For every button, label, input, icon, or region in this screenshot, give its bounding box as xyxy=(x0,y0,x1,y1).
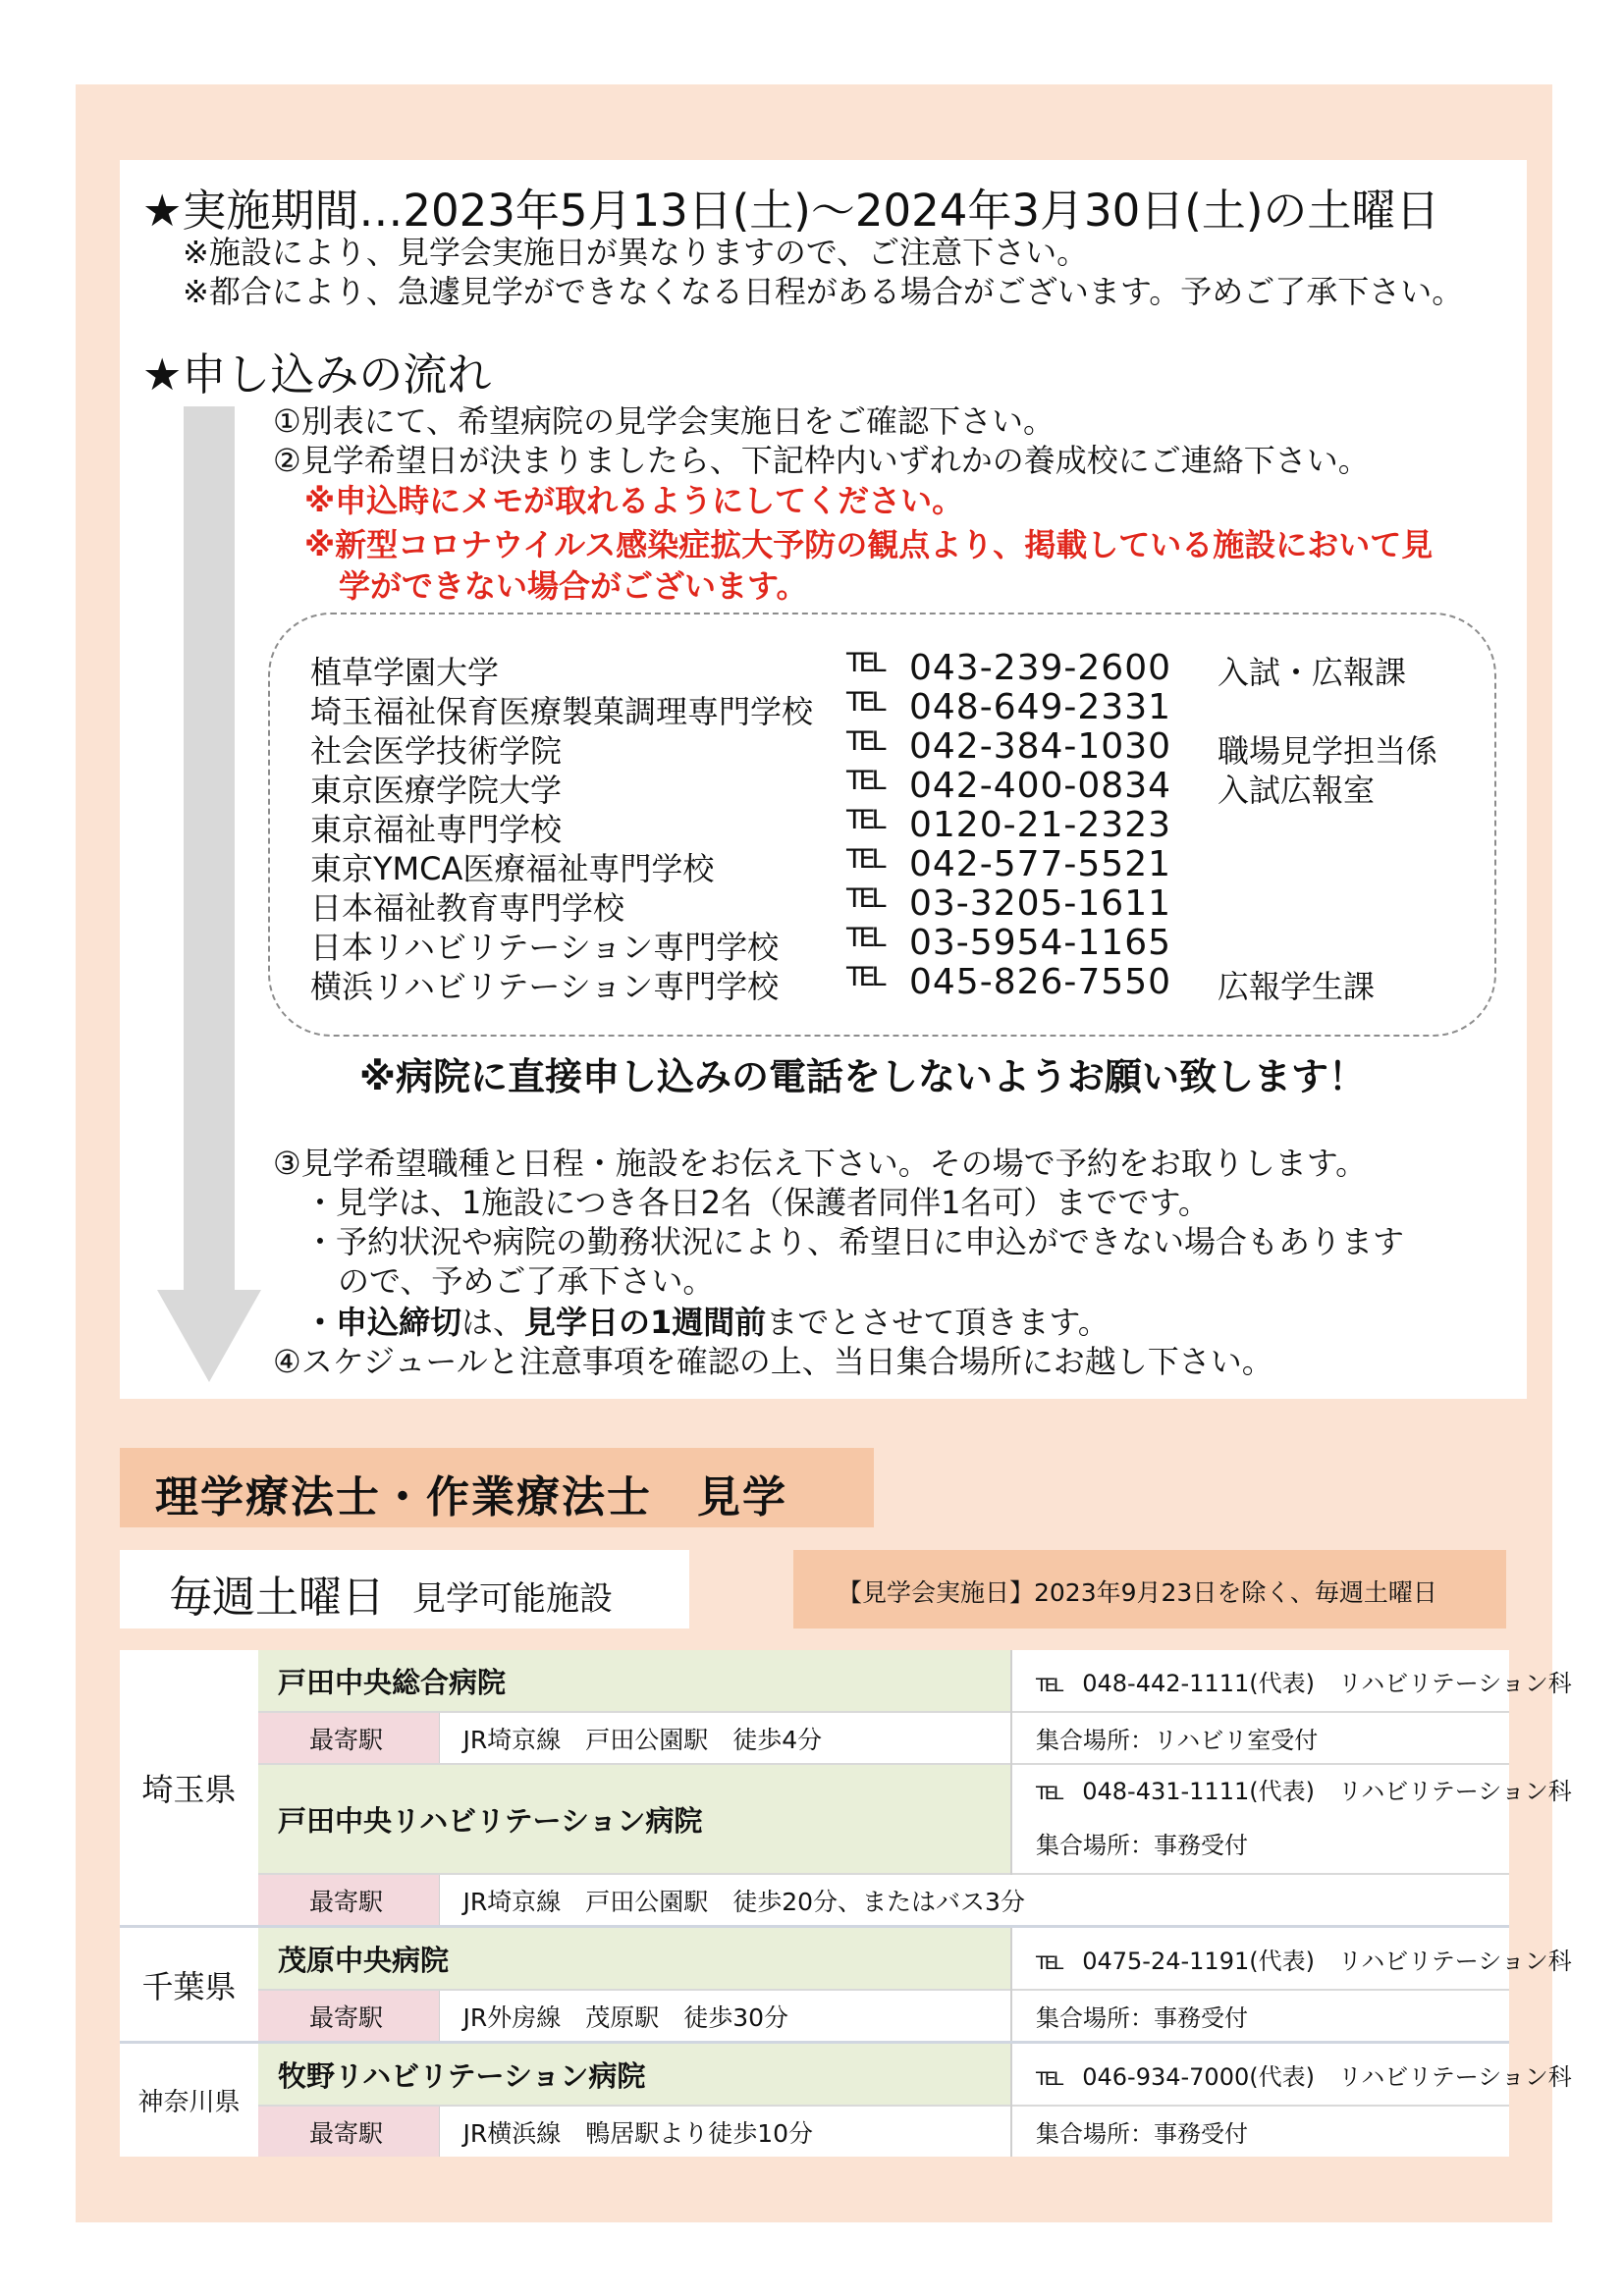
hospital-tel xyxy=(1011,1650,1572,1712)
flow-step-4: ④スケジュールと注意事項を確認の上、当日集合場所にお越し下さい。 xyxy=(273,1343,1273,1380)
table-row xyxy=(120,1650,1509,1712)
facility-table xyxy=(120,1650,1572,2157)
period-note-1: ※施設により、見学会実施日が異なりますので、ご注意下さい。 xyxy=(183,234,1089,271)
station-value: JR埼京線 戸田公園駅 徒歩20分、またはバス3分 xyxy=(439,1874,1509,1927)
contact-row xyxy=(310,726,1498,770)
section-title: 理学療法士・作業療法士 見学 xyxy=(155,1472,787,1522)
hospital-tel xyxy=(1036,1765,1572,1819)
station-label: 最寄駅 xyxy=(258,1990,439,2043)
flow-bullet-2-line1: ・予約状況や病院の勤務状況により、希望日に申込ができない場合もあります xyxy=(304,1223,1405,1260)
hospital-name: 茂原中央病院 xyxy=(258,1927,1011,1991)
contact-row xyxy=(310,923,1498,966)
school-name: 東京福祉専門学校 xyxy=(310,811,563,848)
table-row xyxy=(120,2106,1509,2157)
tel-label: TEL xyxy=(1036,1674,1061,1696)
tel-value: 048-442-1111(代表) リハビリテーション科 xyxy=(1082,1669,1572,1697)
table-row xyxy=(120,1764,1509,1874)
phone-number: 043-239-2600 xyxy=(909,648,1172,688)
red-note-covid-1: ※新型コロナウイルス感染症拡大予防の観点より、掲載している施設において見 xyxy=(304,526,1434,563)
contact-row xyxy=(310,766,1498,809)
red-note-memo: ※申込時にメモが取れるようにしてください。 xyxy=(304,482,964,519)
school-name: 日本福祉教育専門学校 xyxy=(310,889,625,927)
period-heading: ★実施期間…2023年5月13日(土)～2024年3月30日(土)の土曜日 xyxy=(142,185,1440,237)
station-value: JR埼京線 戸田公園駅 徒歩4分 xyxy=(439,1712,1011,1764)
visit-date-text: 【見学会実施日】2023年9月23日を除く、毎週土曜日 xyxy=(838,1578,1437,1607)
meeting-place: 集合場所：事務受付 xyxy=(1011,1990,1509,2043)
school-name: 社会医学技術学院 xyxy=(310,732,563,770)
phone-number: 0120-21-2323 xyxy=(909,805,1172,845)
station-label: 最寄駅 xyxy=(258,1874,439,1927)
hospital-tel xyxy=(1011,1927,1572,1991)
phone-number: 042-577-5521 xyxy=(909,844,1172,884)
no-direct-call-warning: ※病院に直接申し込みの電話をしないようお願い致します！ xyxy=(359,1055,1366,1098)
table-row xyxy=(120,1927,1509,1991)
tel-label: TEL xyxy=(1036,1783,1061,1804)
tel-value: 048-431-1111(代表) リハビリテーション科 xyxy=(1082,1778,1572,1805)
weekly-label-big: 毎週土曜日 xyxy=(169,1573,385,1623)
tel-label: TEL xyxy=(846,844,883,875)
hospital-name: 戸田中央リハビリテーション病院 xyxy=(258,1764,1011,1874)
meeting-place: 集合場所：事務受付 xyxy=(1036,1832,1249,1859)
contact-row xyxy=(310,962,1498,1005)
down-arrow-icon xyxy=(157,406,261,1382)
table-row xyxy=(120,1990,1509,2043)
tel-label: TEL xyxy=(846,923,883,953)
table-row xyxy=(120,1712,1509,1764)
flow-step-1: ①別表にて、希望病院の見学会実施日をご確認下さい。 xyxy=(273,402,1056,440)
department: 入試・広報課 xyxy=(1218,654,1407,691)
section-title-bar xyxy=(120,1448,874,1527)
tel-label: TEL xyxy=(1036,1951,1061,1974)
school-name: 植草学園大学 xyxy=(310,654,500,691)
meeting-place: 集合場所：事務受付 xyxy=(1011,2106,1509,2157)
period-note-2: ※都合により、急遽見学ができなくなる日程がある場合がございます。予めご了承下さい。 xyxy=(183,273,1464,310)
table-row xyxy=(120,1874,1509,1927)
school-name: 東京YMCA医療福祉専門学校 xyxy=(310,850,715,887)
station-label: 最寄駅 xyxy=(258,2106,439,2157)
tel-label: TEL xyxy=(846,883,883,914)
weekly-facilities-label xyxy=(120,1550,689,1629)
deadline-period: 見学日の1週間前 xyxy=(524,1304,767,1341)
contact-row xyxy=(310,883,1498,927)
contact-row xyxy=(310,805,1498,848)
tel-value: 0475-24-1191(代表) リハビリテーション科 xyxy=(1082,1947,1572,1975)
flow-heading: ★申し込みの流れ xyxy=(142,348,492,400)
prefecture-cell: 埼玉県 xyxy=(120,1650,258,1927)
school-name: 埼玉福祉保育医療製菓調理専門学校 xyxy=(310,693,814,730)
phone-number: 042-400-0834 xyxy=(909,766,1172,806)
tel-label: TEL xyxy=(1036,2067,1061,2090)
flow-step-3: ③見学希望職種と日程・施設をお伝え下さい。その場で予約をお取りします。 xyxy=(273,1145,1368,1182)
meeting-place: 集合場所：リハビリ室受付 xyxy=(1011,1712,1509,1764)
hospital-name: 牧野リハビリテーション病院 xyxy=(258,2043,1011,2107)
prefecture-cell: 神奈川県 xyxy=(120,2043,258,2158)
flow-bullet-1: ・見学は、1施設につき各日2名（保護者同伴1名可）までです。 xyxy=(304,1184,1210,1221)
station-value: JR横浜線 鴨居駅より徒歩10分 xyxy=(439,2106,1011,2157)
contact-row xyxy=(310,648,1498,691)
phone-number: 045-826-7550 xyxy=(909,962,1172,1002)
department: 職場見学担当係 xyxy=(1218,732,1438,770)
phone-number: 03-3205-1611 xyxy=(909,883,1172,924)
tel-label: TEL xyxy=(846,962,883,992)
red-note-covid-2: 学ができない場合がございます。 xyxy=(339,567,808,605)
deadline-text-2: までとさせて頂きます。 xyxy=(766,1304,1110,1341)
school-name: 東京医療学院大学 xyxy=(310,772,563,809)
table-row xyxy=(120,2043,1509,2107)
tel-label: TEL xyxy=(846,766,883,796)
contact-row xyxy=(310,844,1498,887)
hospital-name: 戸田中央総合病院 xyxy=(258,1650,1011,1712)
deadline-text-1: は、 xyxy=(461,1304,525,1341)
deadline-label: ・申込締切 xyxy=(304,1304,462,1341)
tel-label: TEL xyxy=(846,687,883,718)
station-label: 最寄駅 xyxy=(258,1712,439,1764)
phone-number: 042-384-1030 xyxy=(909,726,1172,767)
phone-number: 03-5954-1165 xyxy=(909,923,1172,963)
flow-step-2: ②見学希望日が決まりましたら、下記枠内いずれかの養成校にご連絡下さい。 xyxy=(273,442,1370,479)
school-name: 日本リハビリテーション専門学校 xyxy=(310,929,780,966)
station-value: JR外房線 茂原駅 徒歩30分 xyxy=(439,1990,1011,2043)
weekly-label-small: 見学可能施設 xyxy=(412,1579,613,1619)
department: 広報学生課 xyxy=(1218,968,1376,1005)
phone-number: 048-649-2331 xyxy=(909,687,1172,727)
department: 入試広報室 xyxy=(1218,772,1376,809)
flow-bullet-2-line2: ので、予めご了承下さい。 xyxy=(338,1262,715,1300)
contact-row xyxy=(310,687,1498,730)
visit-date-note xyxy=(793,1550,1506,1629)
school-name: 横浜リハビリテーション専門学校 xyxy=(310,968,780,1005)
tel-label: TEL xyxy=(846,726,883,757)
hospital-tel-and-meeting xyxy=(1011,1764,1572,1874)
hospital-tel xyxy=(1011,2043,1572,2107)
prefecture-cell: 千葉県 xyxy=(120,1927,258,2043)
tel-label: TEL xyxy=(846,648,883,678)
tel-value: 046-934-7000(代表) リハビリテーション科 xyxy=(1082,2062,1572,2091)
tel-label: TEL xyxy=(846,805,883,835)
